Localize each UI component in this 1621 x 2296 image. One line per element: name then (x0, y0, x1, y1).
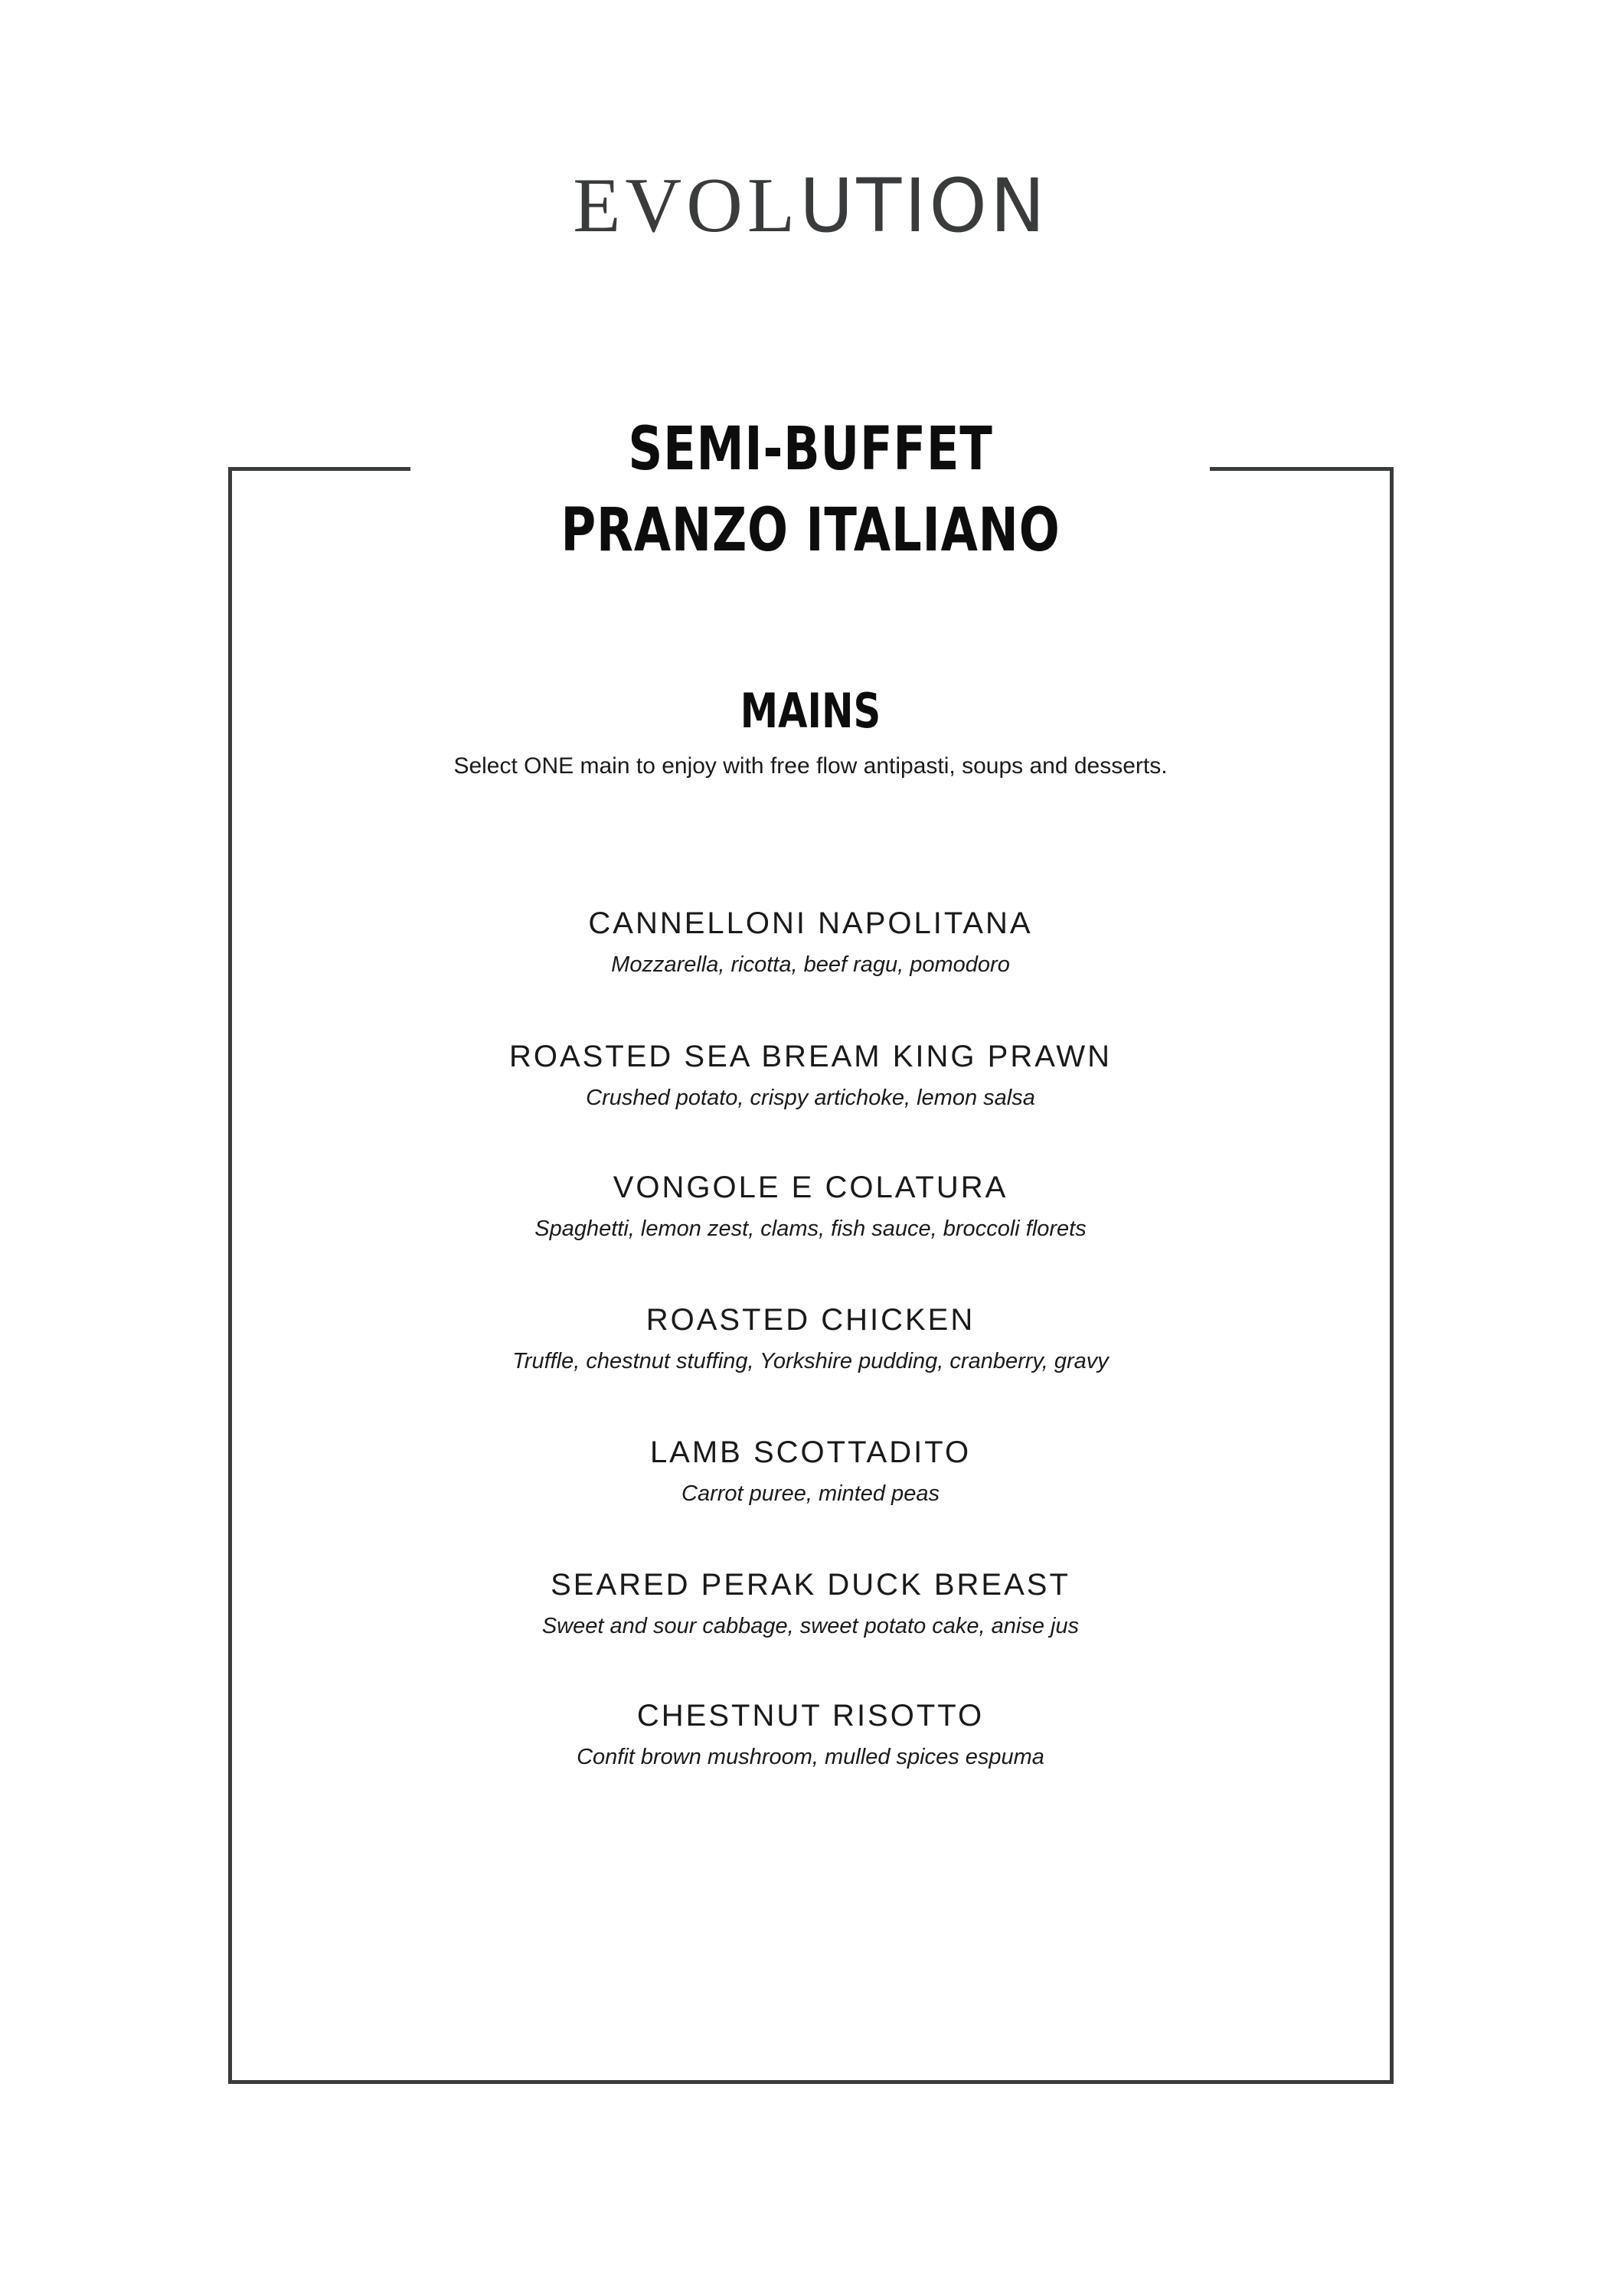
menu-item-name: LAMB SCOTTADITO (649, 1435, 972, 1469)
menu-item-description: Truffle, chestnut stuffing, Yorkshire pudding, cranberry, gravy (512, 1349, 1109, 1373)
menu-item-name: VONGOLE E COLATURA (613, 1171, 1008, 1204)
menu-item (0, 1700, 1621, 1769)
logo-serif-text: EVOL (573, 162, 800, 249)
menu-item-name: CANNELLONI NAPOLITANA (588, 906, 1033, 940)
menu-item-name: ROASTED CHICKEN (645, 1303, 976, 1337)
menu-item-description: Sweet and sour cabbage, sweet potato cake, anise jus (541, 1614, 1080, 1638)
brand-logo (0, 162, 1621, 249)
menu-item (0, 1437, 1621, 1505)
section-note: Select ONE main to enjoy with free flow antipasti, soups and desserts. (453, 753, 1168, 779)
menu-item-description: Confit brown mushroom, mulled spices espuma (577, 1745, 1044, 1769)
menu-item-description: Crushed potato, crispy artichoke, lemon salsa (586, 1086, 1035, 1110)
menu-item-name: SEARED PERAK DUCK BREAST (551, 1568, 1070, 1602)
frame-bottom-border (228, 2080, 1394, 2084)
menu-item-name: CHESTNUT RISOTTO (636, 1699, 985, 1733)
page-title-line-1: SEMI-BUFFET (628, 415, 993, 484)
menu-item-name: ROASTED SEA BREAM KING PRAWN (508, 1040, 1113, 1073)
menu-item-description: Carrot puree, minted peas (681, 1481, 940, 1506)
menu-item (0, 1305, 1621, 1373)
page-title-line-2: PRANZO ITALIANO (560, 496, 1061, 565)
menu-item (0, 1569, 1621, 1638)
menu-item-description: Mozzarella, ricotta, beef ragu, pomodoro (611, 952, 1010, 977)
menu-item (0, 1041, 1621, 1109)
section-heading: MAINS (740, 683, 881, 739)
menu-item-description: Spaghetti, lemon zest, clams, fish sauce, broccoli florets (534, 1217, 1087, 1241)
menu-item (0, 908, 1621, 976)
logo-sans-text: UTION (799, 163, 1048, 249)
menu-item (0, 1172, 1621, 1240)
